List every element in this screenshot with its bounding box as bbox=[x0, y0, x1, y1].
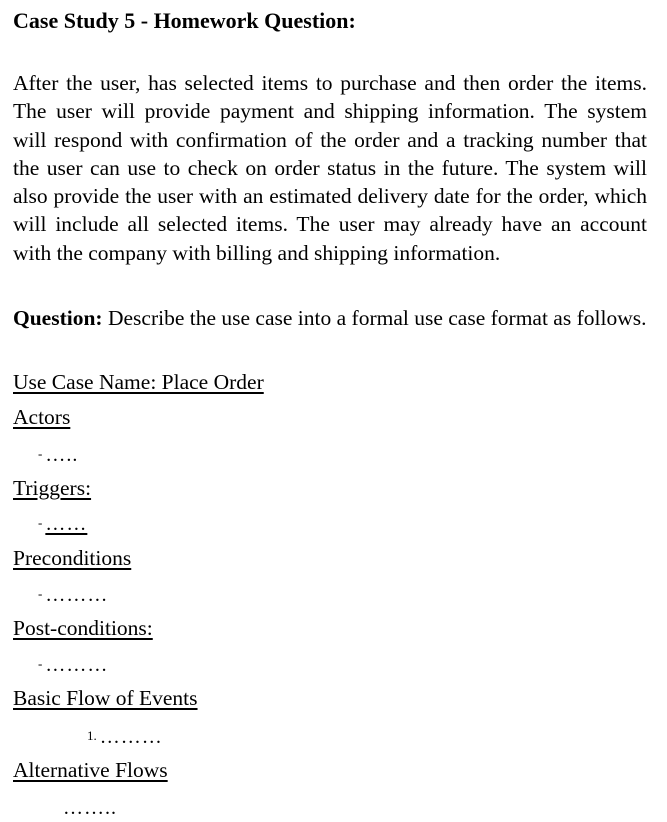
triggers-heading: Triggers: bbox=[13, 476, 92, 500]
basic-flow-dots: ……… bbox=[99, 726, 163, 748]
actors-heading: Actors bbox=[13, 405, 71, 429]
use-case-name: Use Case Name: Place Order bbox=[13, 370, 264, 394]
alternative-flows-heading: Alternative Flows bbox=[13, 758, 168, 782]
triggers-placeholder bbox=[38, 511, 87, 536]
postconditions-dots: ……… bbox=[45, 654, 109, 676]
document-title: Case Study 5 - Homework Question: bbox=[13, 8, 356, 33]
basic-flow-step-number: 1. bbox=[87, 728, 97, 743]
preconditions-placeholder bbox=[38, 582, 108, 607]
actors-bullet: - bbox=[38, 446, 43, 461]
alternative-flows-placeholder: …….. bbox=[63, 797, 117, 819]
preconditions-bullet: - bbox=[38, 586, 43, 601]
actors-dots: ….. bbox=[45, 444, 79, 466]
question-paragraph bbox=[13, 304, 647, 333]
basic-flow-heading: Basic Flow of Events bbox=[13, 686, 198, 710]
preconditions-dots: ……… bbox=[45, 584, 109, 606]
postconditions-bullet: - bbox=[38, 656, 43, 671]
actors-placeholder bbox=[38, 442, 78, 467]
question-label: Question: bbox=[13, 306, 103, 330]
postconditions-heading: Post-conditions: bbox=[13, 616, 153, 640]
triggers-dots: …… bbox=[45, 513, 88, 535]
case-description: After the user, has selected items to purchase and then order the items. The user will provide payment and shipping information. The system will respond with confirmation of the order and a tracking number that the user can use to check on order status in the future. The system will also provide the user with an estimated delivery date for the order, which will include all selected items. The user may already have an account with the company with billing and shipping information. bbox=[13, 71, 647, 265]
preconditions-heading: Preconditions bbox=[13, 546, 132, 570]
question-text: Describe the use case into a formal use case format as follows. bbox=[102, 306, 647, 330]
basic-flow-step-1 bbox=[87, 724, 163, 749]
triggers-bullet: - bbox=[38, 515, 43, 530]
postconditions-placeholder bbox=[38, 652, 108, 677]
